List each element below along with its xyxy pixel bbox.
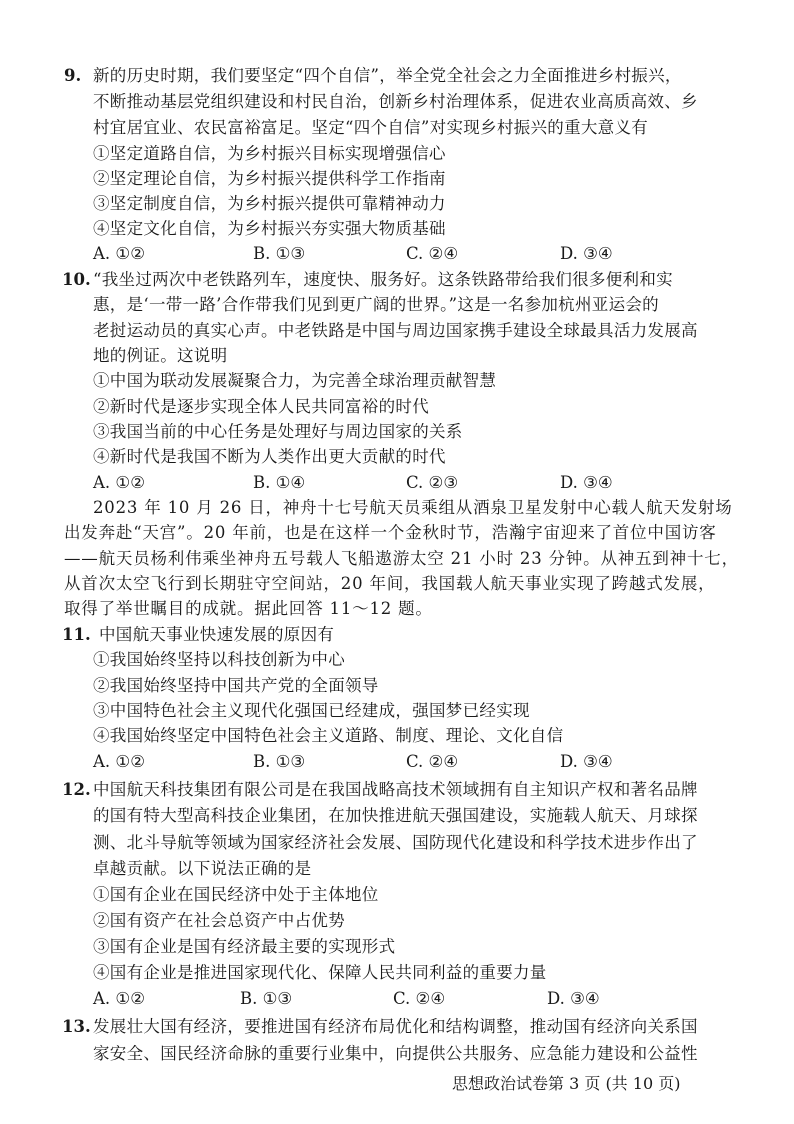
statement-item: ④坚定文化自信，为乡村振兴夯实强大物质基础 [93,219,446,238]
statement-item: ②坚定理论自信，为乡村振兴提供科学工作指南 [93,169,446,188]
statement-item: ④我国始终坚定中国特色社会主义道路、制度、理论、文化自信 [93,726,564,745]
question-stem-line: 卓越贡献。以下说法正确的是 [93,859,312,878]
option-c: C. ②③ [406,473,459,492]
statement-item: ②新时代是逐步实现全体人民共同富裕的时代 [93,397,429,416]
question-stem-line: 惠，是‘一带一路’合作带我们见到更广阔的世界。”这是一名参加杭州亚运会的 [93,295,659,314]
passage-line: 取得了举世瞩目的成就。据此回答 11～12 题。 [64,599,433,618]
option-d: D. ③④ [560,244,613,263]
passage-line: ——航天员杨利伟乘坐神舟五号载人飞船遨游太空 21 小时 23 分钟。从神五到神十七， [64,549,739,568]
question-stem-line: 老挝运动员的真实心声。中老铁路是中国与周边国家携手建设全球最具活力发展高 [93,321,698,340]
question-number: 11. [62,625,91,644]
statement-item: ③中国特色社会主义现代化强国已经建成，强国梦已经实现 [93,701,530,720]
statement-item: ④新时代是我国不断为人类作出更大贡献的时代 [93,447,446,466]
option-c: C. ②④ [406,244,459,263]
question-stem-line: 不断推动基层党组织建设和村民自治，创新乡村治理体系，促进农业高质高效、乡 [93,92,698,111]
passage-line: 从首次太空飞行到长期驻守空间站，20 年间，我国载人航天事业实现了跨越式发展， [64,574,716,593]
option-b: B. ①③ [240,989,293,1008]
question-stem-line: “我坐过两次中老铁路列车，速度快、服务好。这条铁路带给我们很多便利和实 [93,270,673,289]
statement-item: ③国有企业是国有经济最主要的实现形式 [93,937,396,956]
option-b: B. ①④ [253,473,306,492]
statement-item: ④国有企业是推进国家现代化、保障人民共同利益的重要力量 [93,963,547,982]
question-stem-line: 村宜居宜业、农民富裕富足。坚定“四个自信”对实现乡村振兴的重大意义有 [93,118,649,137]
statement-item: ③我国当前的中心任务是处理好与周边国家的关系 [93,422,463,441]
option-b: B. ①③ [253,244,306,263]
question-number: 12. [62,780,91,799]
question-stem-line: 新的历史时期，我们要坚定“四个自信”，举全党全社会之力全面推进乡村振兴， [93,66,682,85]
option-b: B. ①③ [253,752,306,771]
option-a: A. ①② [93,473,145,492]
statement-item: ③坚定制度自信，为乡村振兴提供可靠精神动力 [93,194,446,213]
option-c: C. ②④ [393,989,446,1008]
statement-item: ①我国始终坚持以科技创新为中心 [93,650,345,669]
question-stem-line: 测、北斗导航等领域为国家经济社会发展、国防现代化建设和科学技术进步作出了 [93,833,698,852]
option-d: D. ③④ [547,989,600,1008]
option-a: A. ①② [93,752,145,771]
statement-item: ①中国为联动发展凝聚合力，为完善全球治理贡献智慧 [93,371,497,390]
question-number: 9. [64,66,82,85]
option-c: C. ②④ [406,752,459,771]
question-stem-line: 家安全、国民经济命脉的重要行业集中，向提供公共服务、应急能力建设和公益性 [93,1044,698,1063]
passage-line: 2023 年 10 月 26 日，神舟十七号航天员乘组从酒泉卫星发射中心载人航天发射场 [93,498,733,517]
statement-item: ②国有资产在社会总资产中占优势 [93,911,345,930]
question-stem-line: 地的例证。这说明 [93,346,228,365]
statement-item: ②我国始终坚持中国共产党的全面领导 [93,676,379,695]
page-footer: 思想政治试卷第 3 页 (共 10 页) [452,1074,681,1093]
option-a: A. ①② [93,989,145,1008]
option-a: A. ①② [93,244,145,263]
question-stem-line: 发展壮大国有经济，要推进国有经济布局优化和结构调整，推动国有经济向关系国 [93,1017,698,1036]
statement-item: ①国有企业在国民经济中处于主体地位 [93,885,379,904]
question-stem-line: 的国有特大型高科技企业集团，在加快推进航天强国建设，实施载人航天、月球探 [93,806,698,825]
question-number: 10. [62,270,91,289]
question-stem-line: 中国航天事业快速发展的原因有 [99,625,335,644]
statement-item: ①坚定道路自信，为乡村振兴目标实现增强信心 [93,144,446,163]
question-number: 13. [62,1017,91,1036]
question-stem-line: 中国航天科技集团有限公司是在我国战略高技术领域拥有自主知识产权和著名品牌 [93,780,698,799]
option-d: D. ③④ [560,752,613,771]
passage-line: 出发奔赴“天宫”。20 年前，也是在这样一个金秋时节，浩瀚宇宙迎来了首位中国访客 [64,523,717,542]
option-d: D. ③④ [560,473,613,492]
